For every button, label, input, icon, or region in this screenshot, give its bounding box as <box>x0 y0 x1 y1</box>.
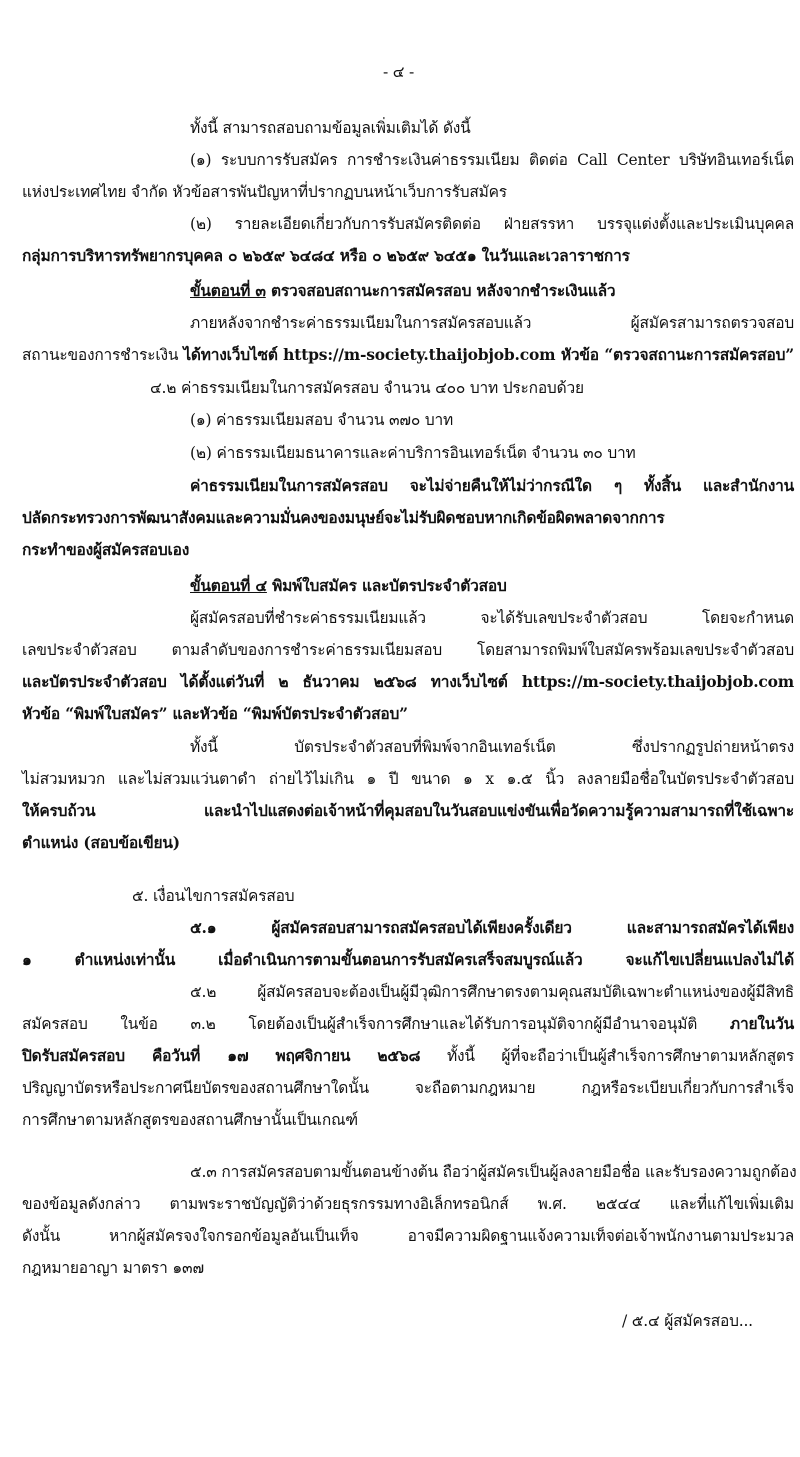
line-step4-3: และบัตรประจำตัวสอบ ได้ตั้งแต่วันที่ ๒ ธันวาคม ๒๕๖๘ ทางเว็บไซต์ https://m-society.thaijobjob.com <box>22 672 794 691</box>
step-3-title: ตรวจสอบสถานะการสมัครสอบ หลังจากชำระเงินแล้ว <box>265 281 616 300</box>
step-4-label: ขั้นตอนที่ ๔ <box>190 576 267 595</box>
line-step4-8: ตำแหน่ง (สอบข้อเขียน) <box>22 833 180 852</box>
line-step4-7: ให้ครบถ้วน และนำไปแสดงต่อเจ้าหน้าที่คุมสอบในวันสอบแข่งขันเพื่อวัดความรู้ความสามารถที่ใช้เฉพาะ <box>22 801 794 820</box>
line-step4-5: ทั้งนี้ บัตรประจำตัวสอบที่พิมพ์จากอินเทอร์เน็ต ซึ่งปรากฏรูปถ่ายหน้าตรง <box>190 738 794 756</box>
cond-5-2-c1: ปิดรับสมัครสอบ คือวันที่ ๑๗ พฤศจิกายน ๒๕๖๘ <box>22 1046 421 1065</box>
line-step4-4: หัวข้อ “พิมพ์ใบสมัคร” และหัวข้อ “พิมพ์บัตรประจำตัวสอบ” <box>22 704 408 723</box>
cond-5-3-b: ของข้อมูลดังกล่าว ตามพระราชบัญญัติว่าด้วยธุรกรรมทางอิเล็กทรอนิกส์ พ.ศ. ๒๕๔๔ และที่แก้ไขเพิ่มเติม <box>22 1195 794 1213</box>
cond-5-2-c <box>22 1046 794 1066</box>
line-step4-1: ผู้สมัครสอบที่ชำระค่าธรรมเนียมแล้ว จะได้รับเลขประจำตัวสอบ โดยจะกำหนด <box>190 609 794 627</box>
fee-item-2: (๒) ค่าธรรมเนียมธนาคารและค่าบริการอินเทอร์เน็ต จำนวน ๓๐ บาท <box>190 444 636 462</box>
cond-5-2-c2: ทั้งนี้ ผู้ที่จะถือว่าเป็นผู้สำเร็จการศึกษาตามหลักสูตร <box>420 1047 794 1065</box>
line-contact-1: (๑) ระบบการรับสมัคร การชำระเงินค่าธรรมเนียม ติดต่อ Call Center บริษัทอินเทอร์เน็ต <box>190 151 794 169</box>
step-3-label: ขั้นตอนที่ ๓ <box>190 281 266 300</box>
cond-5-2-b <box>22 1014 794 1034</box>
line-contact-2b: กลุ่มการบริหารทรัพยากรบุคคล ๐ ๒๖๕๙ ๖๔๘๔ หรือ ๐ ๒๖๕๙ ๖๔๕๑ ในวันและเวลาราชการ <box>22 246 630 265</box>
cond-5-2-b1: สมัครสอบ ในข้อ ๓.๒ โดยต้องเป็นผู้สำเร็จการศึกษาและได้รับการอนุมัติจากผู้มีอำนาจอนุมัติ <box>22 1015 730 1033</box>
fee-note-1: ค่าธรรมเนียมในการสมัครสอบ จะไม่จ่ายคืนให้ไม่ว่ากรณีใด ๆ ทั้งสิ้น และสำนักงาน <box>190 476 794 495</box>
line-contact-2: (๒) รายละเอียดเกี่ยวกับการรับสมัครติดต่อ ฝ่ายสรรหา บรรจุแต่งตั้งและประเมินบุคคล <box>190 215 794 233</box>
line-step3-2 <box>22 345 794 365</box>
cond-5-2-e: การศึกษาตามหลักสูตรของสถานศึกษานั้นเป็นเกณฑ์ <box>22 1111 358 1129</box>
line-step3-1: ภายหลังจากชำระค่าธรรมเนียมในการสมัครสอบแล้ว ผู้สมัครสามารถตรวจสอบ <box>190 314 794 332</box>
line-step3-2a: สถานะของการชำระเงิน <box>22 346 184 364</box>
fee-note-2: ปลัดกระทรวงการพัฒนาสังคมและความมั่นคงของมนุษย์จะไม่รับผิดชอบหากเกิดข้อผิดพลาดจากการ <box>22 508 665 527</box>
cond-5-1-b: ๑ ตำแหน่งเท่านั้น เมื่อดำเนินการตามขั้นตอนการรับสมัครเสร็จสมบูรณ์แล้ว จะแก้ไขเปลี่ยนแปลงไม่ได้ <box>22 950 794 969</box>
line-step4-2: เลขประจำตัวสอบ ตามลำดับของการชำระค่าธรรมเนียมสอบ โดยสามารถพิมพ์ใบสมัครพร้อมเลขประจำตัวสอบ <box>22 641 794 659</box>
fee-note-3: กระทำของผู้สมัครสอบเอง <box>22 540 190 559</box>
page-number: - ๔ - <box>383 63 415 81</box>
line-step4-6: ไม่สวมหมวก และไม่สวมแว่นตาดำ ถ่ายไว้ไม่เกิน ๑ ปี ขนาด ๑ x ๑.๕ นิ้ว ลงลายมือชื่อในบัตรประจำตัวสอบ <box>22 770 794 788</box>
fee-heading: ๔.๒ ค่าธรรมเนียมในการสมัครสอบ จำนวน ๔๐๐ บาท ประกอบด้วย <box>150 379 584 397</box>
fee-item-1: (๑) ค่าธรรมเนียมสอบ จำนวน ๓๗๐ บาท <box>190 411 453 429</box>
section-5-heading: ๕. เงื่อนไขการสมัครสอบ <box>132 887 295 905</box>
continuation-note: / ๕.๔ ผู้สมัครสอบ... <box>622 1312 753 1330</box>
step-4-title: พิมพ์ใบสมัคร และบัตรประจำตัวสอบ <box>266 576 507 595</box>
cond-5-3-c: ดังนั้น หากผู้สมัครจงใจกรอกข้อมูลอันเป็นเท็จ อาจมีความผิดฐานแจ้งความเท็จต่อเจ้าพนักงานตามประมวล <box>22 1227 794 1245</box>
cond-5-2-d: ปริญญาบัตรหรือประกาศนียบัตรของสถานศึกษาใดนั้น จะถือตามกฎหมาย กฎหรือระเบียบเกี่ยวกับการสำเร็จ <box>22 1079 794 1097</box>
cond-5-3-d: กฎหมายอาญา มาตรา ๑๓๗ <box>22 1259 204 1277</box>
cond-5-2-a: ๕.๒ ผู้สมัครสอบจะต้องเป็นผู้มีวุฒิการศึกษาตรงตามคุณสมบัติเฉพาะตำแหน่งของผู้มีสิทธิ <box>190 983 794 1001</box>
cond-5-2-b2: ภายในวัน <box>729 1014 794 1033</box>
step-3-heading <box>190 281 615 301</box>
cond-5-1-a: ๕.๑ ผู้สมัครสอบสามารถสมัครสอบได้เพียงครั้งเดียว และสามารถสมัครได้เพียง <box>190 918 794 937</box>
line-contact-1b: แห่งประเทศไทย จำกัด หัวข้อสารพันปัญหาที่ปรากฏบนหน้าเว็บการรับสมัคร <box>22 183 507 201</box>
line-contact-intro: ทั้งนี้ สามารถสอบถามข้อมูลเพิ่มเติมได้ ดังนี้ <box>190 119 471 137</box>
cond-5-3-a: ๕.๓ การสมัครสอบตามขั้นตอนข้างต้น ถือว่าผู้สมัครเป็นผู้ลงลายมือชื่อ และรับรองความถูกต้อง <box>190 1163 797 1181</box>
line-step3-2b: ได้ทางเว็บไซต์ https://m-society.thaijobjob.com หัวข้อ “ตรวจสถานะการสมัครสอบ” <box>183 345 794 364</box>
step-4-heading <box>190 576 507 596</box>
